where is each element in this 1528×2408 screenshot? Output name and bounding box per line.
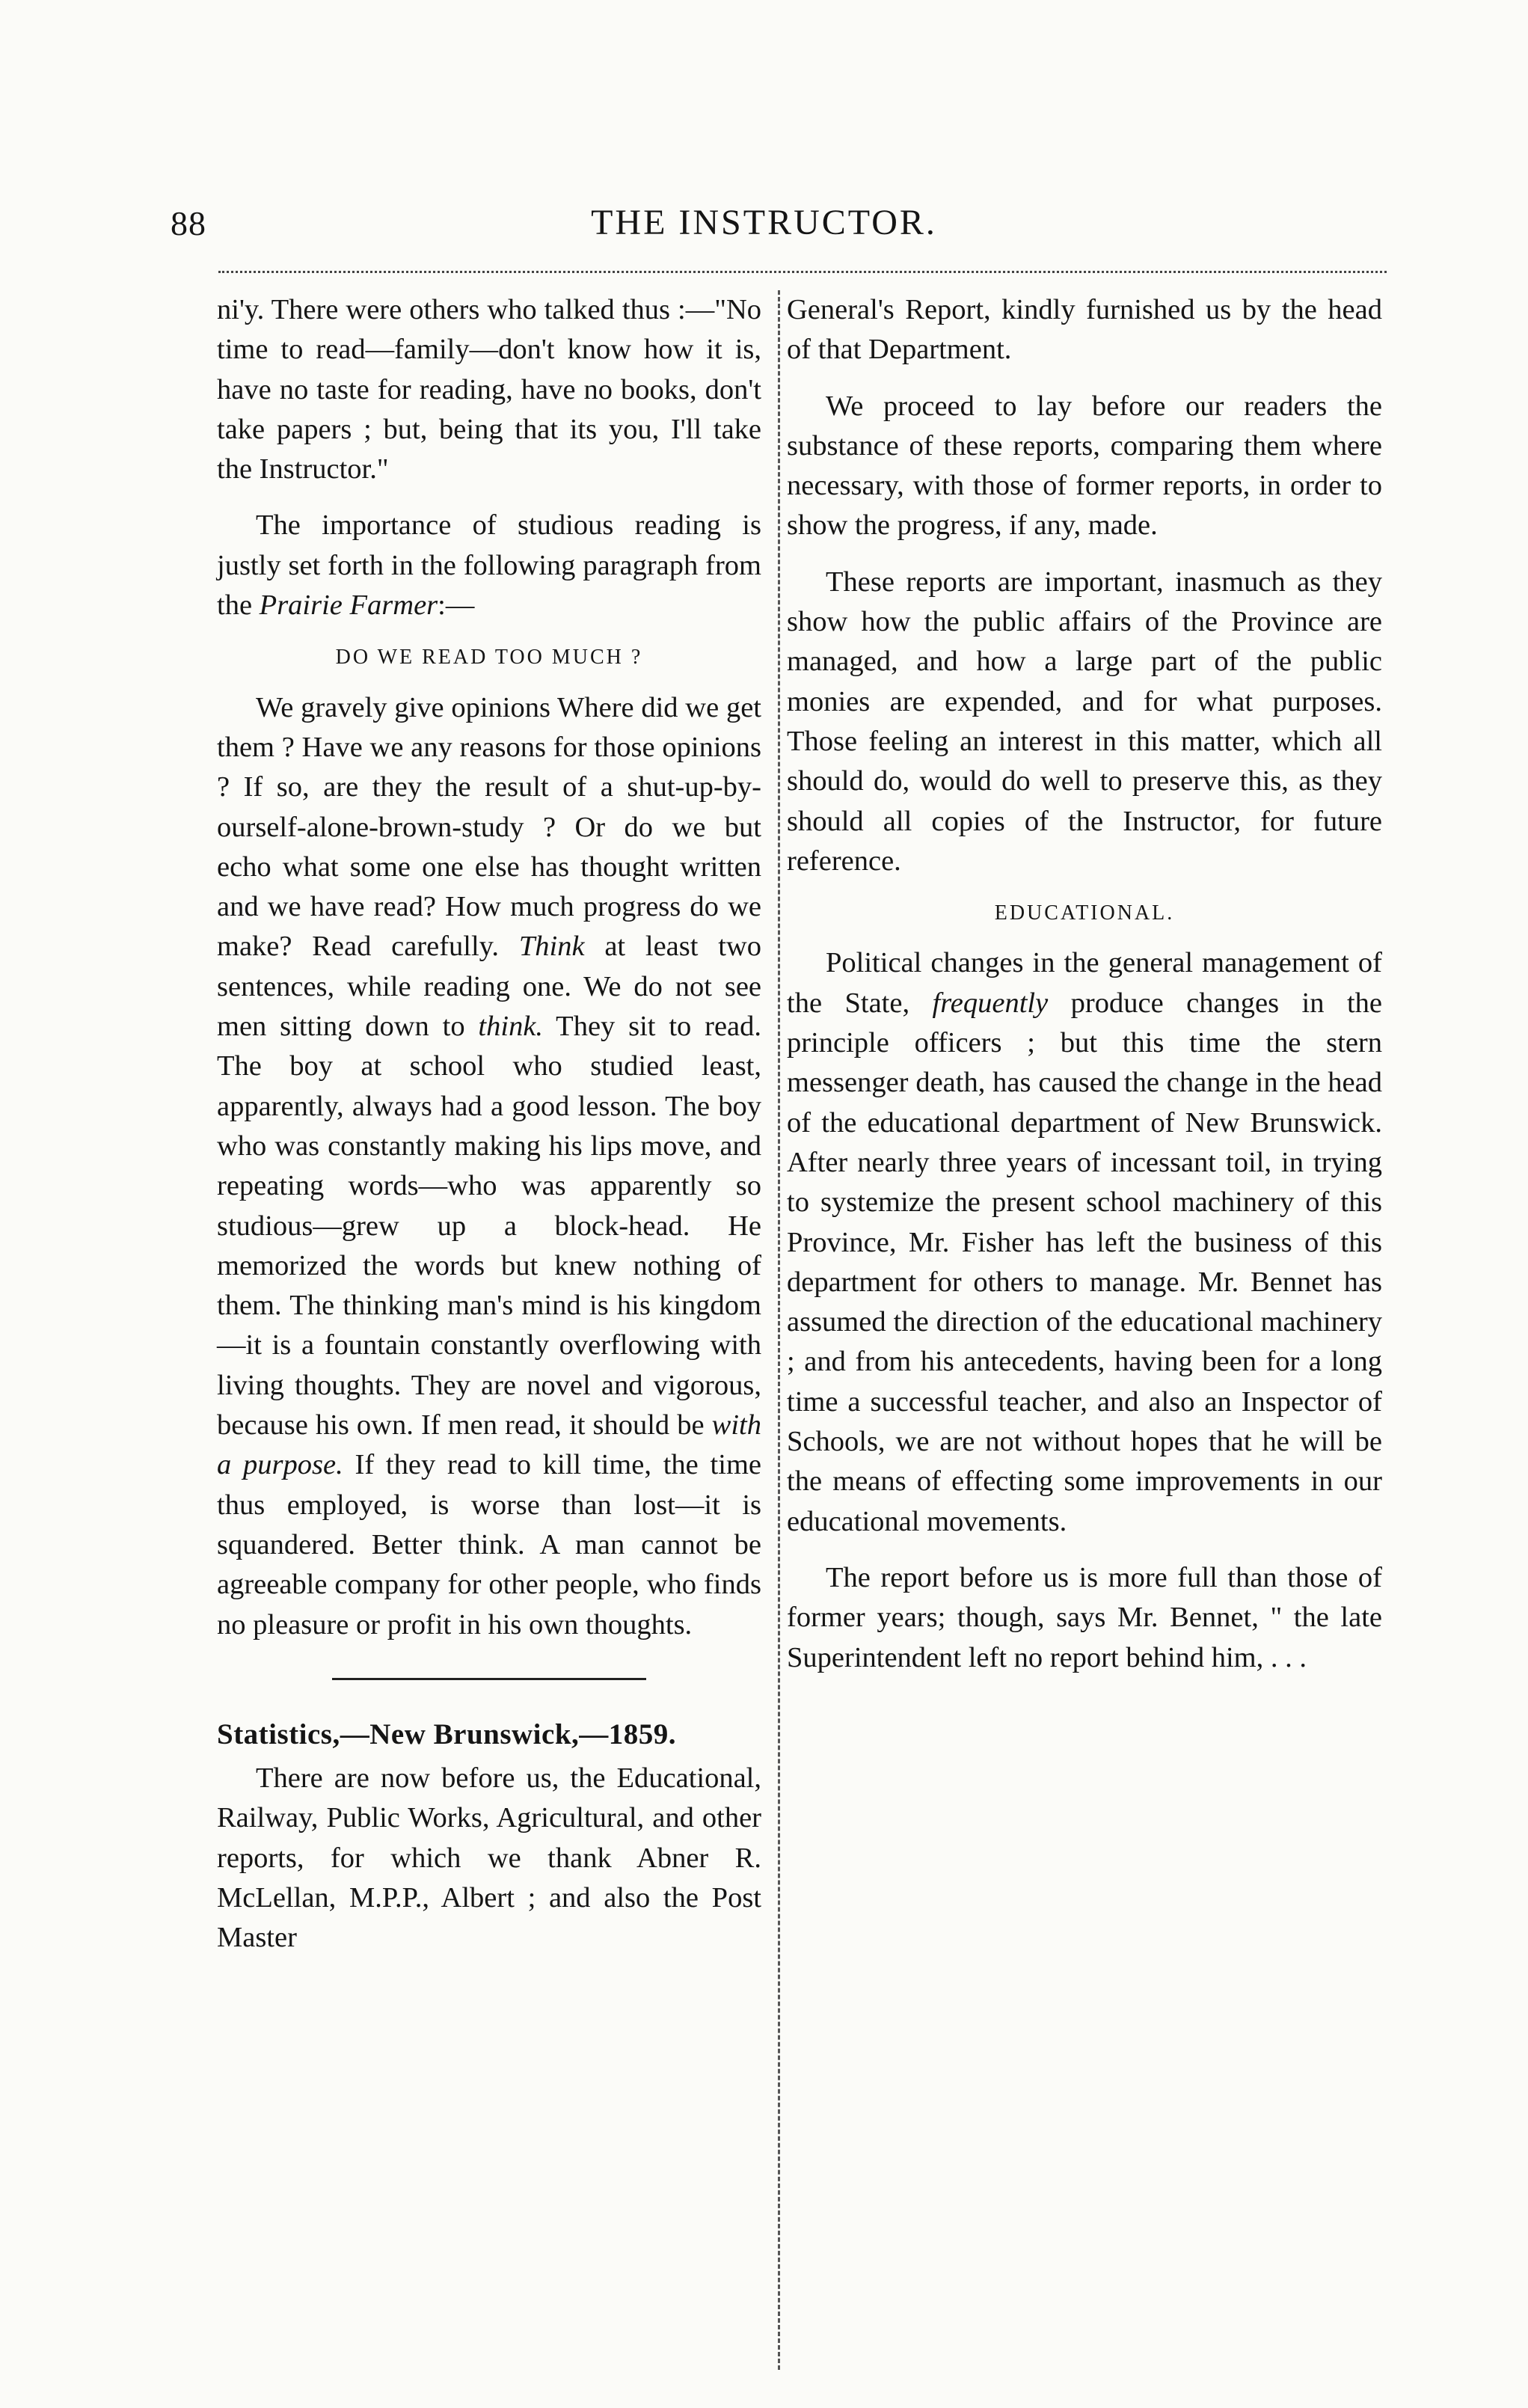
section-heading: EDUCATIONAL.	[994, 901, 1175, 925]
source-title: Prairie Farmer	[259, 589, 438, 622]
paragraph-text: Political changes in the general management of the State,	[787, 947, 1382, 1019]
right-column	[787, 290, 1382, 1678]
page-number: 88	[171, 204, 206, 242]
paragraph-text: They sit to read. The boy at school who studied least, apparently, always had a good lesson. The boy who was constantly making his lips move, and repeating words—who was apparently so studious—grew up a block-head. He memorized the words but knew nothing of them. The thinking man's mind is his kingdom—it is a fountain constantly overflowing with living thoughts. They are novel and vigorous, because his own. If men read, it should be	[217, 1011, 761, 1442]
paragraph-text: :—	[438, 589, 475, 622]
paragraph	[787, 943, 1382, 1541]
column-divider	[778, 290, 780, 2370]
paragraph: These reports are important, inasmuch as they show how the public affairs of the Province are managed, and how a large part of the public monies are expended, and for what purposes. Those feeling an interest in this matter, which all should do, would do well to preserve this, as they should all copies of the Instructor, for future reference.	[787, 566, 1382, 877]
paragraph	[217, 688, 761, 1645]
paragraph	[217, 506, 761, 625]
header-rule	[218, 271, 1387, 273]
article-heading: DO WE READ TOO MUCH ?	[335, 646, 643, 670]
running-title: THE INSTRUCTOR.	[591, 203, 937, 242]
left-column	[217, 290, 761, 1958]
emphasis: frequently	[932, 987, 1049, 1019]
paragraph-text: produce changes in the principle officers ; but this time the stern messenger death, has caused the change in the head of the educational department of New Brunswick. After nearly three years of incessant toil, in trying to systemize the present school machinery of this Province, Mr. Fisher has left the business of this department for others to manage. Mr. Bennet has assumed the direction of the educational machinery ; and from his antecedents, having been for a long time a successful teacher, and also an Inspector of Schools, we are not without hopes that he will be the means of effecting some improvements in our educational movements.	[787, 987, 1382, 1537]
paragraph-text: at least two sentences, while reading one. We do not see men sitting down to	[217, 931, 761, 1043]
paragraph: General's Report, kindly furnished us by the head of that Department.	[787, 294, 1382, 366]
paragraph: ni'y. There were others who talked thus :—"No time to read—family—don't know how it is, have no taste for reading, have no books, don't take papers ; but, being that its you, I'll take the Instructor."	[217, 294, 761, 485]
paragraph-text: We gravely give opinions Where did we get them ? Have we any reasons for those opinions ? If so, are they the result of a shut-up-by-ourself-alone-brown-study ? Or do we but echo what some one else has thought written and we have read? How much progress do we make? Read carefully.	[217, 691, 761, 963]
paragraph: There are now before us, the Educational, Railway, Public Works, Agricultural, and other reports, for which we thank Abner R. McLellan, M.P.P., Albert ; and also the Post Master	[217, 1762, 761, 1954]
paragraph: The report before us is more full than those of former years; though, says Mr. Bennet, " the late Superintendent left no report behind him, . . .	[787, 1561, 1382, 1673]
emphasis: Think	[518, 931, 585, 963]
paragraph-text: The importance of studious reading is justly set forth in the following paragraph from the	[217, 509, 761, 622]
paragraph-text: If they read to kill time, the time thus employed, is worse than lost—it is squandered. Better think. A man cannot be agreeable company for other people, who finds no pleasure or profit in his own thoughts.	[217, 1449, 761, 1640]
section-rule	[332, 1678, 646, 1680]
section-title: Statistics,—New Brunswick,—1859.	[217, 1718, 677, 1750]
paragraph: We proceed to lay before our readers the substance of these reports, comparing them where necessary, with those of former reports, in order to show the progress, if any, made.	[787, 390, 1382, 542]
emphasis: think.	[478, 1011, 544, 1043]
emphasis: with a purpose.	[217, 1409, 761, 1481]
